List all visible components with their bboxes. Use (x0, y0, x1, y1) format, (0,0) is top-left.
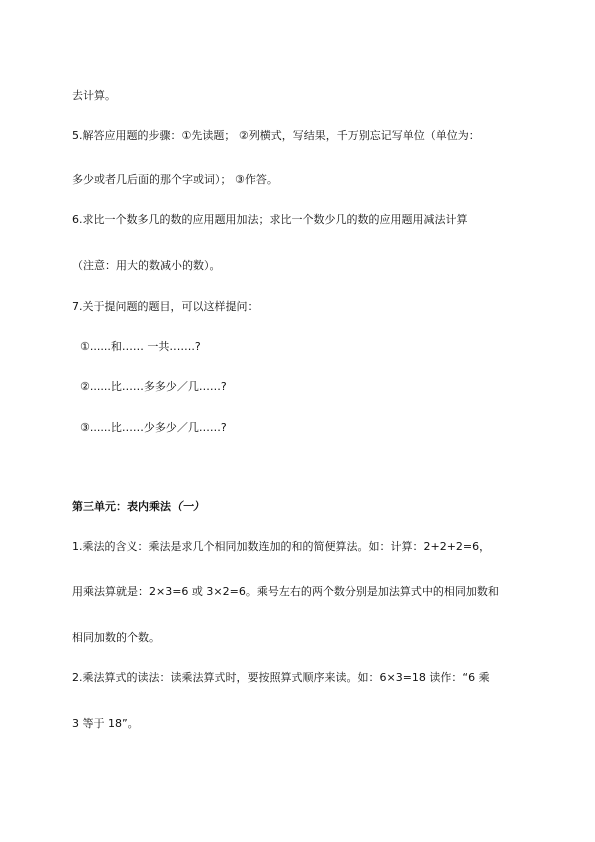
text-line: 2.乘法算式的读法：读乘法算式时，要按照算式顺序来读。如：6×3=18 读作：“6 乘 (72, 671, 490, 684)
text-line: 多少或者几后面的那个字或词）； ③作答。 (72, 173, 278, 186)
list-item: ③......比……少多少／几……? (80, 421, 227, 434)
text-line: 1.乘法的含义：乘法是求几个相同加数连加的和的简便算法。如：计算：2+2+2=6， (72, 540, 491, 553)
text-line: 用乘法算就是：2×3=6 或 3×2=6。乘号左右的两个数分别是加法算式中的相同加数和 (72, 585, 499, 598)
list-item: ②......比……多多少／几……? (80, 380, 227, 393)
section-heading (72, 499, 204, 515)
text-line: 5.解答应用题的步骤：①先读题； ②列横式，写结果，千万别忘记写单位（单位为： (72, 129, 480, 142)
text-line: 相同加数的个数。 (72, 631, 160, 644)
section-heading-paren: （一） (171, 500, 204, 513)
text-line: （注意：用大的数减小的数）。 (72, 259, 221, 272)
text-line: 6.求比一个数多几的数的应用题用加法；求比一个数少几的数的应用题用减法计算 (72, 213, 468, 226)
text-line: 7.关于提问题的题目，可以这样提问： (72, 300, 259, 313)
text-line: 去计算。 (72, 89, 116, 102)
section-heading-title: 第三单元：表内乘法 (72, 500, 171, 513)
text-line: 3 等于 18”。 (72, 717, 139, 730)
list-item: ①......和…… 一共…….? (80, 340, 201, 353)
